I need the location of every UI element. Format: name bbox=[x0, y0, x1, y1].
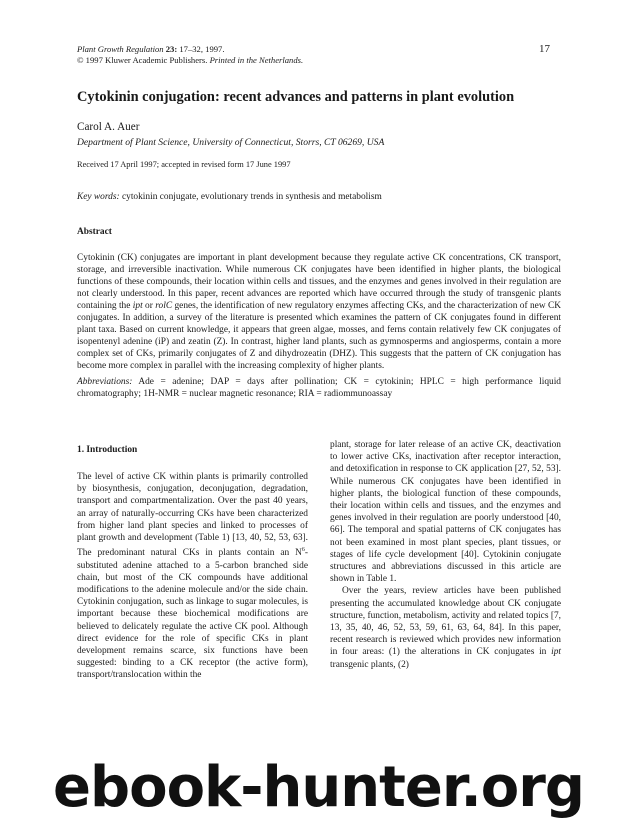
gene-ipt: ipt bbox=[551, 647, 561, 658]
abstract-text-part: or bbox=[142, 301, 156, 311]
intro-paragraph bbox=[77, 471, 308, 682]
intro-text-part: The level of active CK within plants is primarily controlled by biosynthesis, conjugation, deconjugation, degradation, transport and compartmentalization. Over the past 40 years, an array of naturally-occurring CKs have been characterized from higher land plant species and linked to processes of plant growth and development (Table 1) [13, 40, 52, 53, 63]. The predominant natural CKs in plants contain an N bbox=[77, 472, 308, 559]
received-dates: Received 17 April 1997; accepted in revised form 17 June 1997 bbox=[77, 160, 291, 169]
intro-left-column bbox=[77, 471, 308, 682]
abstract-text-part: Cytokinin (CK) conjugates are important in plant development because they regulate active CK concentrations, CK transport, storage, and irreversible inactivation. While numerous CK conjugates have been identified in higher plants, the biological functions of these compounds, their location within cells and tissues, and the enzymes and genes involved in their regulation are not clearly understood. In this paper, recent advances are reported which have occurred through the study of transgenic plants containing the bbox=[77, 253, 561, 311]
keywords-label: Key words: bbox=[77, 192, 120, 202]
keywords-text: cytokinin conjugate, evolutionary trends in synthesis and metabolism bbox=[119, 192, 382, 202]
journal-citation bbox=[77, 44, 303, 66]
abstract-heading: Abstract bbox=[77, 227, 112, 237]
superscript-6: 6 bbox=[301, 547, 305, 554]
intro-text-part: Over the years, review articles have been published presenting the accumulated knowledge about CK conjugate structure, function, metabolism, activity and related topics [7, 13, 35, 40, 46, 52, 53, 59, 61, 63, 64, 84]. In this paper, recent research is reviewed which provides new information in four areas: (1) the alterations in CK conjugates in bbox=[330, 586, 561, 658]
printed-line: Printed in the Netherlands. bbox=[209, 55, 304, 65]
abbreviations bbox=[77, 376, 561, 400]
intro-right-column bbox=[330, 439, 561, 671]
journal-name: Plant Growth Regulation bbox=[77, 44, 164, 54]
gene-rolc: rolC bbox=[155, 301, 173, 311]
abbreviations-text: Ade = adenine; DAP = days after pollination; CK = cytokinin; HPLC = high performance liquid chromatography; 1H-NMR = nuclear magnetic resonance; RIA = radiommunoassay bbox=[77, 377, 561, 399]
intro-text-part: transgenic plants, (2) bbox=[330, 659, 409, 670]
article-title: Cytokinin conjugation: recent advances and patterns in plant evolution bbox=[77, 89, 515, 105]
abstract-text-part: genes, the identification of new regulatory enzymes affecting CKs, and the characterization of new CK conjugates. In addition, a survey of the literature is presented which examines the pattern of CK conjugates found in different plant taxa. Based on current knowledge, it appears that green algae, mosses, and ferns contain relatively few CK conjugates of isopentenyl adenine (iP) and zeatin (Z). In contrast, higher land plants, such as gymnosperms and angiosperms, contain a more complex set of CKs, primarily conjugates of Z and dihydrozeatin (DHZ). This suggests that the pattern of CK conjugation has become more complex in parallel with the increasing complexity of higher plants. bbox=[77, 301, 562, 371]
abbreviations-label: Abbreviations: bbox=[77, 377, 133, 387]
copyright-line: © 1997 Kluwer Academic Publishers. bbox=[77, 55, 208, 65]
intro-paragraph bbox=[330, 585, 561, 670]
author-name: Carol A. Auer bbox=[77, 121, 140, 133]
journal-pages: 17–32, 1997. bbox=[179, 44, 225, 54]
keywords bbox=[77, 192, 382, 202]
journal-volume: 23: bbox=[165, 44, 178, 54]
abstract-body bbox=[77, 252, 561, 372]
section-heading-introduction: 1. Introduction bbox=[77, 445, 138, 455]
intro-text-part: -substituted adenine attached to a 5-carbon branched side chain, but most of the CK compounds have additional modifications to the adenine molecule and/or the side chain. Cytokinin conjugation, such as linkage to sugar molecules, is important because these biochemical modifications are believed to delicately regulate the active CK pool. Although direct evidence for the role of specific CKs in plant development remains scarce, six functions have been suggested: binding to a CK receptor (the active form), transport/translocation within the bbox=[77, 548, 308, 681]
watermark: ebook-hunter.org bbox=[53, 755, 584, 820]
page-number: 17 bbox=[539, 43, 550, 55]
author-affiliation: Department of Plant Science, University of Connecticut, Storrs, CT 06269, USA bbox=[77, 137, 385, 148]
gene-ipt: ipt bbox=[132, 301, 143, 311]
intro-paragraph: plant, storage for later release of an active CK, deactivation to lower active CKs, inactivation after receptor interaction, and detoxification in response to CK application [27, 52, 53]. While numerous CK conjugates have been identified in higher plants, the biological function of these compounds, their location within cells and tissues, and the enzymes and genes involved in their regulation are poorly understood [40, 66]. The temporal and spatial patterns of CK conjugates has not been examined in most plant species, plant tissues, or stages of life cycle development [40]. Cytokinin conjugate structures and abbreviations discussed in this article are shown in Table 1. bbox=[330, 440, 561, 585]
